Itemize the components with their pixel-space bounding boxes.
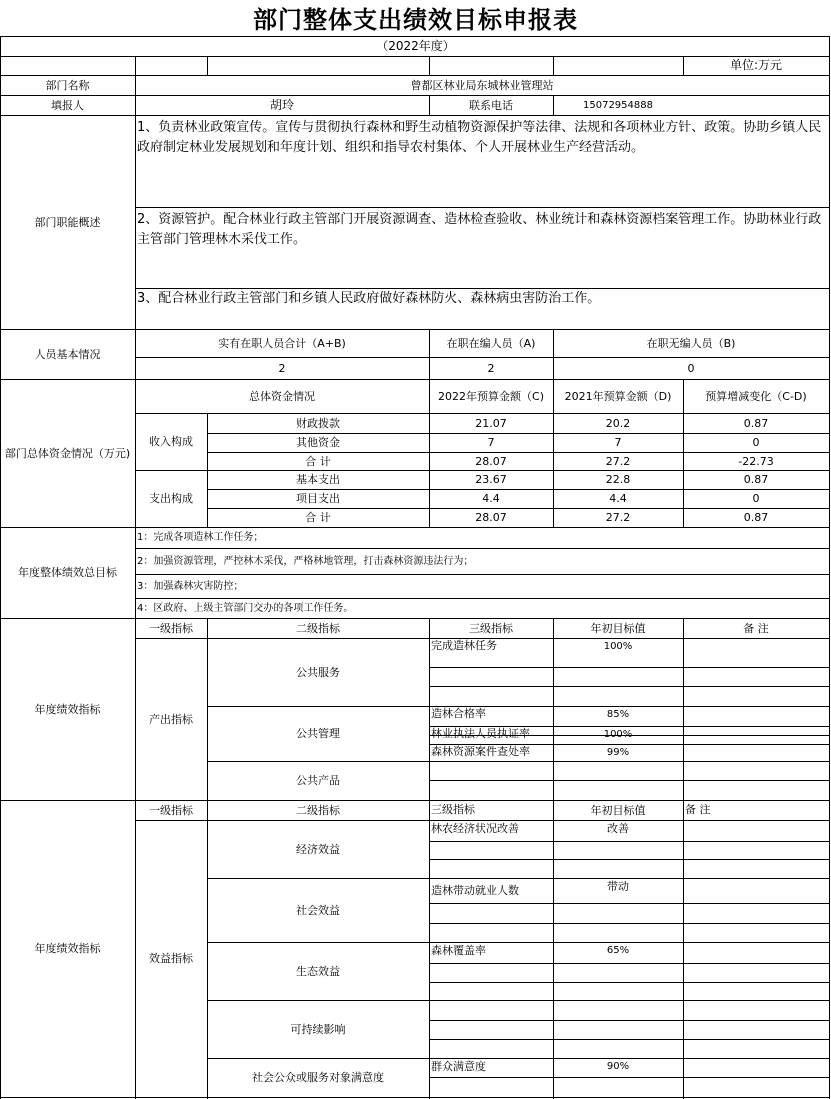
benefit-indicator-name <box>429 982 553 1000</box>
expense-row-c: 4.4 <box>482 492 500 505</box>
benefit-indicator-name <box>429 1000 553 1020</box>
benefit-indicator-target <box>553 1020 683 1039</box>
dept-name-value: 曾都区林业局东城林业管理站 <box>410 78 554 92</box>
staff-value: 2 <box>278 361 286 375</box>
benefit-indicator-target <box>553 923 683 942</box>
perf-benefit-header: 二级指标 <box>296 803 340 817</box>
output-indicator-name: 造林合格率 <box>431 707 486 720</box>
perf-benefit-label: 年度绩效指标 <box>34 942 101 955</box>
income-label: 收入构成 <box>149 435 193 448</box>
expense-row-diff: 0 <box>752 492 760 505</box>
expense-row-c: 28.07 <box>475 511 507 524</box>
output-level1: 产出指标 <box>149 712 193 726</box>
expense-row-d: 4.4 <box>609 492 627 505</box>
benefit-indicator-target <box>553 1077 683 1097</box>
funds-header: 2021年预算金额（D) <box>564 389 672 403</box>
goals-label: 年度整体绩效总目标 <box>18 566 117 579</box>
income-row-name: 合 计 <box>305 454 331 468</box>
output-indicator-target <box>553 686 683 706</box>
output-group-name: 公共产品 <box>296 774 340 787</box>
output-indicator-target: 99% <box>606 747 630 758</box>
benefit-indicator-target <box>553 859 683 878</box>
benefit-indicator-target: 90% <box>606 1061 630 1072</box>
income-row-d: 7 <box>614 436 622 449</box>
output-group-name: 公共管理 <box>296 727 340 740</box>
income-row-c: 7 <box>487 436 495 449</box>
benefit-indicator-target: 带动 <box>607 880 629 893</box>
output-indicator-target: 100% <box>603 729 633 740</box>
perf-benefit-header: 备 注 <box>685 803 711 816</box>
perf-benefit-header: 一级指标 <box>149 803 193 817</box>
report-year: （2022年度） <box>376 38 455 53</box>
income-row-name: 财政拨款 <box>296 416 340 430</box>
staff-label: 人员基本情况 <box>34 347 101 361</box>
income-row-c: 21.07 <box>475 416 507 430</box>
output-indicator-name: 完成造林任务 <box>431 639 497 652</box>
duty-item: 1、负责林业政策宣传。宣传与贯彻执行森林和野生动植物资源保护等法律、法规和各项林业方针、政策。协助乡镇人民政府制定林业发展规划和年度计划、组织和指导农村集体、个人开展林业生产经营活动。 <box>137 120 822 155</box>
staff-header: 在职在编人员（A) <box>446 336 536 350</box>
duties-label: 部门职能概述 <box>34 215 101 229</box>
perf-output-header: 年初目标值 <box>590 621 646 635</box>
duty-item: 3、配合林业行政主管部门和乡镇人民政府做好森林防火、森林病虫害防治工作。 <box>137 291 601 306</box>
unit-label: 单位:万元 <box>729 58 783 72</box>
benefit-indicator-target: 65% <box>606 945 630 956</box>
funds-header: 2022年预算金额（C) <box>438 389 544 403</box>
filler-label: 填报人 <box>51 98 84 112</box>
expense-row-name: 基本支出 <box>296 473 340 486</box>
income-row-diff: -22.73 <box>738 454 774 468</box>
perf-benefit-header: 三级指标 <box>431 803 475 816</box>
output-indicator-target <box>553 667 683 686</box>
income-row-d: 20.2 <box>605 416 631 430</box>
benefit-indicator-name <box>429 841 553 859</box>
benefit-group-name: 经济效益 <box>296 842 340 856</box>
duty-item: 2、资源管护。配合林业行政主管部门开展资源调查、造林检查验收、林业统计和森林资源档案管理工作。协助林业行政主管部门管理林木采伐工作。 <box>137 212 822 247</box>
funds-label: 部门总体资金情况（万元) <box>4 446 131 460</box>
output-indicator-name: 森林资源案件查处率 <box>431 745 530 758</box>
expense-row-diff: 0.87 <box>743 473 769 486</box>
staff-value: 0 <box>687 361 695 375</box>
output-indicator-name <box>429 686 553 706</box>
benefit-indicator-name: 森林覆盖率 <box>431 944 486 957</box>
staff-header: 实有在职人员合计（A+B) <box>218 336 346 350</box>
perf-benefit-header: 年初目标值 <box>590 803 646 817</box>
benefit-indicator-name <box>429 963 553 982</box>
benefit-indicator-target <box>553 1039 683 1058</box>
goal-item: 1：完成各项造林工作任务； <box>137 532 264 543</box>
expense-row-c: 23.67 <box>475 473 507 486</box>
funds-header: 总体资金情况 <box>249 389 315 403</box>
perf-output-label: 年度绩效指标 <box>34 702 101 716</box>
benefit-indicator-name: 林农经济状况改善 <box>431 822 519 835</box>
benefit-level1: 效益指标 <box>149 952 193 965</box>
funds-header: 预算增减变化（C-D) <box>705 389 807 403</box>
staff-value: 2 <box>487 361 495 375</box>
filler-name: 胡玲 <box>269 97 294 112</box>
output-group-name: 公共服务 <box>296 665 340 679</box>
expense-row-diff: 0.87 <box>743 511 769 524</box>
expense-row-name: 项目支出 <box>296 492 340 505</box>
expense-row-d: 27.2 <box>605 511 631 524</box>
page-title: 部门整体支出绩效目标申报表 <box>253 4 578 34</box>
perf-output-header: 备 注 <box>743 621 769 635</box>
phone-label: 联系电话 <box>469 98 513 112</box>
benefit-indicator-name: 群众满意度 <box>431 1060 486 1073</box>
expense-row-name: 合 计 <box>305 511 331 524</box>
dept-name-label: 部门名称 <box>45 78 90 92</box>
benefit-indicator-target <box>553 982 683 1000</box>
expense-row-d: 22.8 <box>605 473 631 486</box>
benefit-indicator-target <box>553 963 683 982</box>
benefit-group-name: 社会公众或服务对象满意度 <box>252 1071 384 1084</box>
benefit-indicator-target: 改善 <box>607 822 629 835</box>
benefit-group-name: 社会效益 <box>296 903 340 917</box>
income-row-name: 其他资金 <box>296 436 340 449</box>
benefit-group-name: 生态效益 <box>296 964 340 978</box>
benefit-indicator-target <box>553 1000 683 1020</box>
benefit-group-name: 可持续影响 <box>290 1022 346 1036</box>
benefit-indicator-name <box>429 903 553 923</box>
output-indicator-name <box>429 667 553 686</box>
benefit-indicator-name <box>429 1020 553 1039</box>
benefit-indicator-name <box>429 859 553 878</box>
staff-header: 在职无编人员（B) <box>646 336 736 350</box>
goal-item: 4：区政府、上级主管部门交办的各项工作任务。 <box>137 602 354 614</box>
output-indicator-name <box>429 780 553 800</box>
perf-output-header: 一级指标 <box>149 621 193 635</box>
income-row-diff: 0.87 <box>743 416 769 430</box>
goal-item: 3：加强森林灾害防控； <box>137 580 244 592</box>
perf-output-header: 二级指标 <box>296 621 340 635</box>
output-indicator-target <box>553 780 683 800</box>
income-row-c: 28.07 <box>475 454 507 468</box>
phone-value: 15072954888 <box>583 99 653 111</box>
benefit-indicator-name <box>429 1077 553 1097</box>
income-row-d: 27.2 <box>605 454 631 468</box>
output-indicator-name: 林业执法人员执证率 <box>431 727 530 740</box>
expense-label: 支出构成 <box>149 492 193 505</box>
income-row-diff: 0 <box>752 436 760 449</box>
goal-item: 2：加强资源管理，严控林木采伐，严格林地管理，打击森林资源违法行为； <box>137 555 474 567</box>
perf-output-header: 三级指标 <box>469 621 513 635</box>
output-indicator-target: 100% <box>603 641 633 652</box>
benefit-indicator-target <box>553 841 683 859</box>
output-indicator-target: 85% <box>606 709 630 720</box>
benefit-indicator-target <box>553 903 683 923</box>
benefit-indicator-name <box>429 1039 553 1058</box>
output-indicator-name <box>429 761 553 780</box>
benefit-indicator-name <box>429 923 553 942</box>
benefit-indicator-name: 造林带动就业人数 <box>431 884 519 897</box>
output-indicator-target <box>553 761 683 780</box>
